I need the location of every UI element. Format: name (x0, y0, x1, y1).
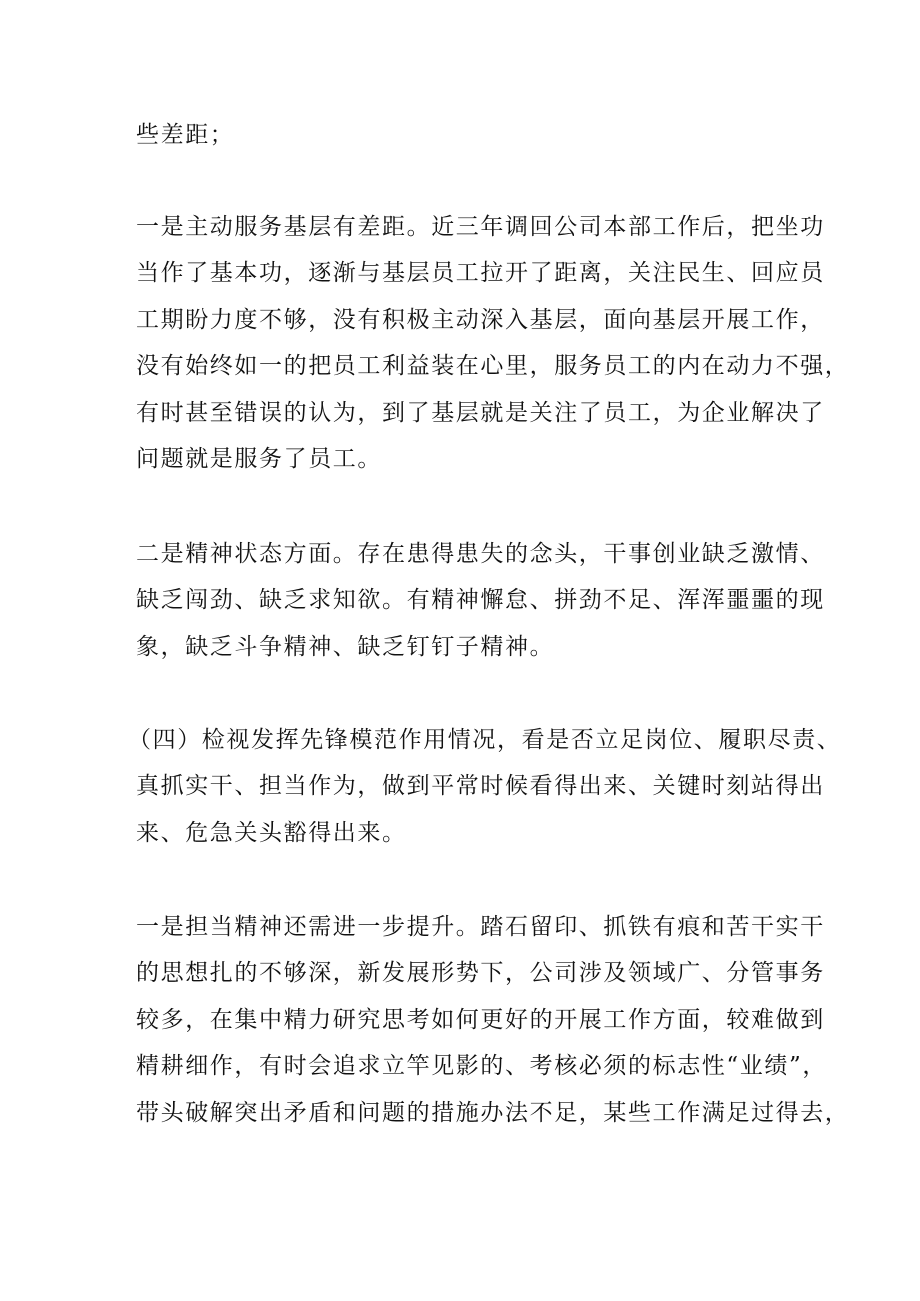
text-line: 精耕细作，有时会追求立竿见影的、考核必须的标志性“业绩”， (136, 1053, 827, 1080)
text-line: 些差距； (136, 122, 235, 148)
paragraph-continuation (136, 112, 806, 158)
text-line: 当作了基本功，逐渐与基层员工拉开了距离，关注民生、回应员 (136, 260, 825, 287)
text-line: 一是主动服务基层有差距。近三年调回公司本部工作后，把坐功 (136, 214, 825, 240)
text-line: 缺乏闯劲、缺乏求知欲。有精神懈怠、拼劲不足、浑浑噩噩的现 (136, 587, 825, 614)
text-line: 工期盼力度不够，没有积极主动深入基层，面向基层开展工作， (136, 306, 825, 333)
section-heading-four (128, 717, 842, 856)
text-line: 真抓实干、担当作为，做到平常时候看得出来、关键时刻站得出 (136, 773, 825, 800)
text-line: 来、危急关头豁得出来。 (136, 819, 407, 846)
text-line: 带头破解突出矛盾和问题的措施办法不足，某些工作满足过得去， (136, 1099, 850, 1126)
paragraph-grassroots-service-gap (136, 204, 850, 482)
text-line: （四）检视发挥先锋模范作用情况，看是否立足岗位、履职尽责、 (128, 727, 842, 753)
text-line: 二是精神状态方面。存在患得患失的念头，干事创业缺乏激情、 (136, 541, 825, 567)
text-line: 问题就是服务了员工。 (136, 446, 382, 473)
text-line: 的思想扎的不够深，新发展形势下，公司涉及领域广、分管事务 (136, 960, 825, 987)
text-line: 没有始终如一的把员工利益装在心里，服务员工的内在动力不强， (136, 353, 850, 380)
text-line: 较多，在集中精力研究思考如何更好的开展工作方面，较难做到 (136, 1006, 825, 1033)
paragraph-responsibility-spirit (136, 904, 850, 1136)
text-line: 象，缺乏斗争精神、缺乏钉钉子精神。 (136, 633, 555, 660)
paragraph-mental-state (136, 531, 825, 670)
text-line: 有时甚至错误的认为，到了基层就是关注了员工，为企业解决了 (136, 399, 825, 426)
text-line: 一是担当精神还需进一步提升。踏石留印、抓铁有痕和苦干实干 (136, 914, 825, 940)
